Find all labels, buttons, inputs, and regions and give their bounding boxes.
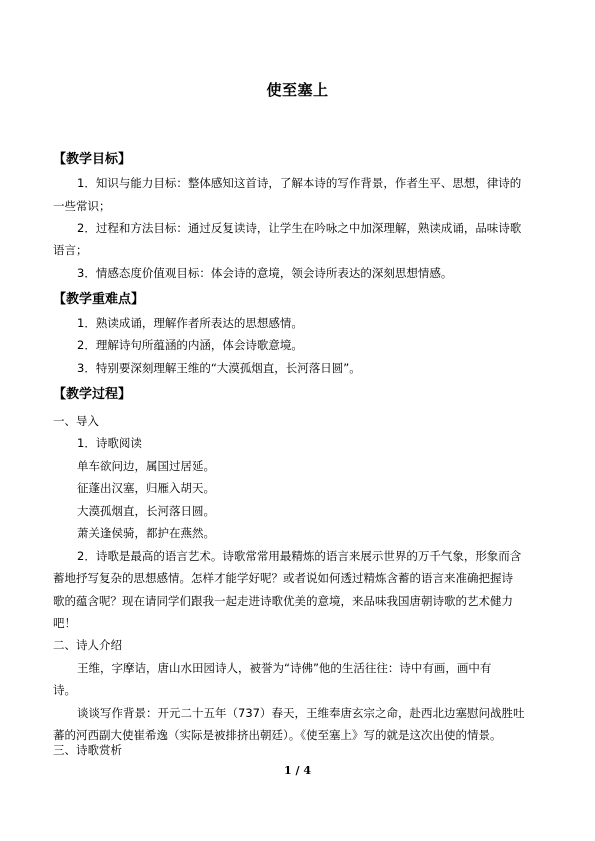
- poem-line: 单车欲问边，属国过居延。: [77, 459, 215, 473]
- section-heading-goals: 【教学目标】: [53, 152, 132, 167]
- page-number: 1 / 4: [284, 764, 311, 777]
- paragraph-line: 2．过程和方法目标：通过反复读诗，让学生在吟咏之中加深理解，熟读成诵，品味诗歌: [77, 221, 522, 235]
- section-heading-key-points: 【教学重难点】: [53, 292, 145, 307]
- paragraph-line: 三、诗歌赏析: [53, 743, 122, 757]
- paragraph-line: 1．诗歌阅读: [77, 436, 142, 450]
- paragraph-line: 一些常识；: [53, 199, 111, 213]
- paragraph-line: 2．理解诗句所蕴涵的内涵，体会诗歌意境。: [77, 338, 303, 352]
- poem-line: 征蓬出汉塞，归雁入胡天。: [77, 481, 215, 495]
- paragraph-line: 语言；: [53, 243, 88, 257]
- paragraph-line: 王维，字摩诘，唐山水田园诗人，被誉为“诗佛”他的生活往往：诗中有画，画中有: [77, 661, 492, 675]
- paragraph-line: 3．特别要深刻理解王维的“大漠孤烟直，长河落日圆”。: [77, 361, 361, 375]
- poem-line: 大漠孤烟直，长河落日圆。: [77, 504, 215, 518]
- page-title: 使至塞上: [266, 81, 329, 99]
- paragraph-line: 3．情感态度价值观目标：体会诗的意境，领会诗所表达的深刻思想情感。: [77, 266, 453, 280]
- paragraph-line: 二、诗人介绍: [53, 638, 122, 652]
- paragraph-line: 吧！: [53, 616, 76, 630]
- section-heading-process: 【教学过程】: [53, 387, 132, 402]
- paragraph-line: 1．熟读成诵，理解作者所表达的思想感情。: [77, 316, 303, 330]
- paragraph-line: 2．诗歌是最高的语言艺术。诗歌常常用最精炼的语言来展示世界的万千气象，形象而含: [77, 549, 522, 563]
- paragraph-line: 谈谈写作背景：开元二十五年（737）春天，王维奉唐玄宗之命，赴西北边塞慰问战胜吐: [77, 706, 525, 720]
- paragraph-line: 蕃的河西副大使崔希逸（实际是被排挤出朝廷）。《使至塞上》写的就是这次出使的情景。: [53, 728, 502, 742]
- paragraph-line: 诗。: [53, 683, 76, 697]
- poem-line: 萧关逢侯骑，都护在燕然。: [77, 526, 215, 540]
- paragraph-line: 歌的蕴含呢？现在请同学们跟我一起走进诗歌优美的意境，来品味我国唐朝诗歌的艺术健力: [53, 594, 513, 608]
- paragraph-line: 蓄地抒写复杂的思想感情。怎样才能学好呢？或者说如何透过精炼含蓄的语言来准确把握诗: [53, 571, 513, 585]
- paragraph-line: 1．知识与能力目标：整体感知这首诗，了解本诗的写作背景，作者生平、思想，律诗的: [77, 176, 522, 190]
- paragraph-line: 一、导入: [53, 414, 99, 428]
